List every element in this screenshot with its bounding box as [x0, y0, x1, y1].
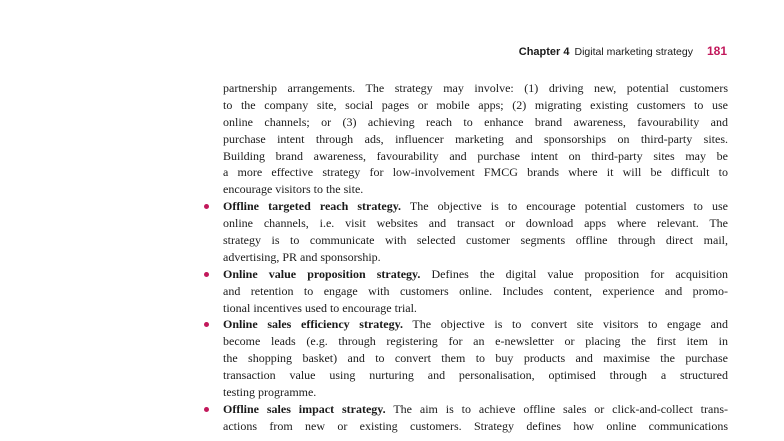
bullet-term: Online sales efficiency strategy. — [223, 317, 403, 332]
text-line: advertising, PR and sponsorship. — [223, 249, 381, 264]
text-line: online channels; or (3) achieving reach to enhance brand awareness, favourability and — [223, 114, 728, 129]
bullet-term: Online value proposition strategy. — [223, 266, 421, 281]
running-header — [519, 44, 727, 58]
text-line: to the company site, social pages or mobile apps; (2) migrating existing customers to use — [223, 97, 728, 112]
page-number: 181 — [706, 44, 727, 58]
text-line: encourage visitors to the site. — [223, 182, 364, 197]
bullet-item — [204, 401, 728, 435]
text-span: The aim is to achieve offline sales or click-and-collect trans- — [385, 401, 728, 416]
bullet-item — [204, 316, 728, 400]
text-line: partnership arrangements. The strategy may involve: (1) driving new, potential customers — [223, 81, 728, 95]
text-line: tional incentives used to encourage trial. — [223, 300, 417, 315]
text-line: testing programme. — [223, 385, 317, 400]
text-line: online channels, i.e. visit websites and transact or download apps where relevant. The — [223, 216, 728, 231]
text-span: Defines the digital value proposition for acquisition — [420, 266, 728, 281]
text-span: The objective is to encourage potential customers to use — [401, 199, 728, 214]
bullet-icon — [204, 272, 209, 277]
text-line: actions from new or existing customers. Strategy defines how online communications — [223, 418, 728, 433]
text-line: become leads (e.g. through registering for an e-newsletter or placing the first item in — [223, 334, 728, 349]
bullet-item — [204, 266, 728, 317]
text-line: and retention to engage with customers online. Includes content, experience and promo- — [223, 283, 728, 298]
text-line: the shopping basket) and to convert them to buy products and maximise the purchase — [223, 351, 728, 366]
continuation-paragraph — [204, 80, 728, 198]
bullet-icon — [204, 204, 209, 209]
text-line: strategy is to communicate with selected customer segments offline through direct mail, — [223, 233, 728, 248]
bullet-term: Offline targeted reach strategy. — [223, 199, 402, 214]
bullet-term: Offline sales impact strategy. — [223, 401, 386, 416]
section-title: Digital marketing strategy — [574, 46, 693, 58]
text-line: transaction value using nurturing and personalisation, optimised through a structured — [223, 368, 728, 383]
bullet-icon — [204, 322, 209, 327]
text-line: a more effective strategy for low-involvement FMCG brands where it will be difficult to — [223, 165, 728, 180]
text-line: Building brand awareness, favourability and purchase intent on third-party sites may be — [223, 148, 728, 163]
text-span: The objective is to convert site visitors to engage and — [402, 317, 728, 332]
bullet-item — [204, 198, 728, 266]
bullet-icon — [204, 407, 209, 412]
text-line: purchase intent through ads, influencer marketing and sponsorships on third-party sites. — [223, 131, 728, 146]
body-text — [204, 80, 728, 435]
chapter-label: Chapter 4 — [518, 46, 570, 58]
